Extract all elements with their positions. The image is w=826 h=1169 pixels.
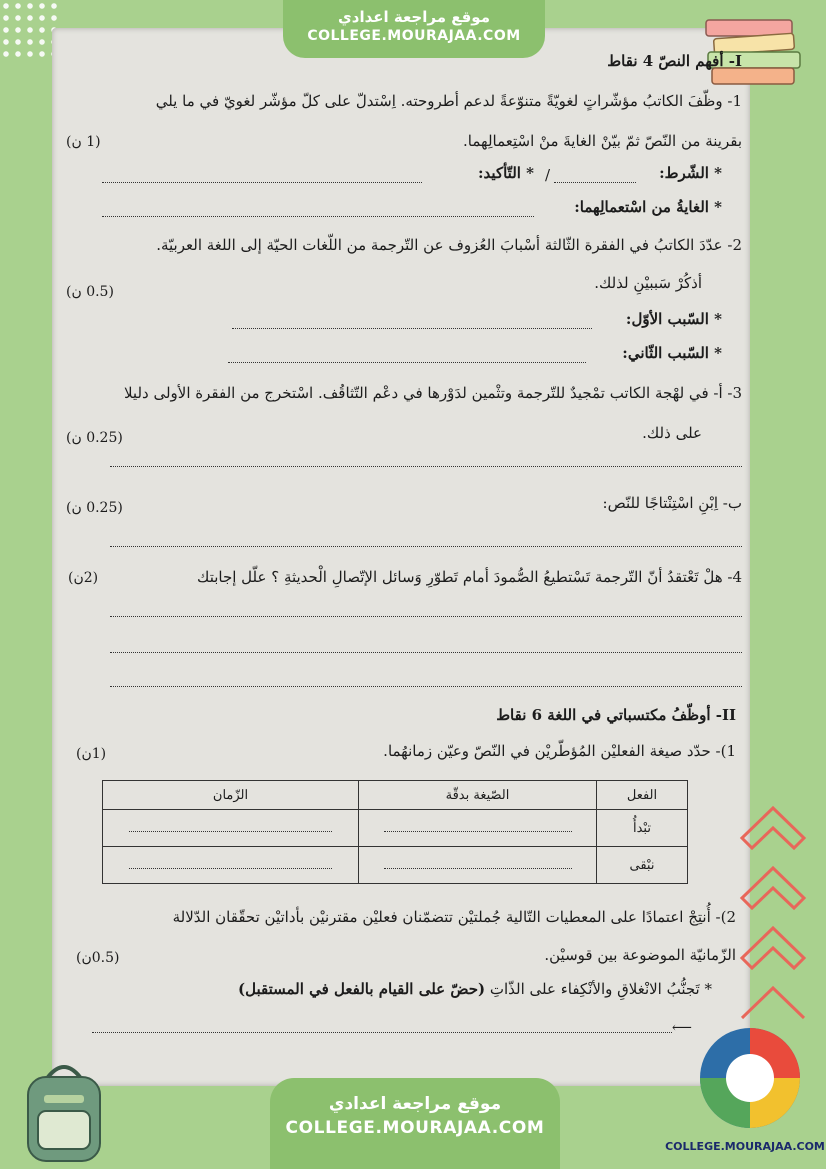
q1-emphasis-label: * التّأكيد: (478, 164, 534, 182)
section1-heading (607, 52, 742, 70)
q2-reason2-label: * السّبب الثّاني: (622, 344, 722, 362)
q1-line1: 1- وظّفَ الكاتبُ مؤشّراتٍ لغويّةً متنوّعةً لدعم أطروحته. اِسْتدلّ على كلّ مؤشّر لغويّ في ما يلي (155, 92, 742, 110)
q1-points: (1 ن) (66, 134, 101, 150)
section1-number: I- (728, 52, 742, 70)
verbs-table (102, 780, 688, 884)
q3a-answer[interactable] (110, 466, 742, 467)
s2-q2-item-hint: (حضّ على القيام بالفعل في المستقبل) (238, 980, 486, 998)
table-row (103, 810, 688, 847)
bottom-banner-url[interactable]: COLLEGE.MOURAJAA.COM (285, 1118, 545, 1138)
table-cell-tense[interactable] (103, 847, 359, 884)
q1-purpose-answer[interactable] (102, 216, 534, 217)
bottom-banner-arabic: موقع مراجعة اعدادي (328, 1094, 502, 1114)
dot-pattern (0, 0, 60, 60)
section1-title: أفهم النصّ 4 نقاط (607, 52, 724, 70)
q3a-points: (0.25 ن) (66, 430, 123, 446)
q2-reason1-answer[interactable] (232, 328, 592, 329)
q1-slash: / (544, 166, 550, 184)
s2-q2-line2: الزّمانيّة الموضوعة بين قوسيْن. (544, 946, 736, 964)
q4-points: (2ن) (68, 570, 99, 586)
s2-q2-line1: 2)- أُنتِجْ اعتمادًا على المعطيات التّالية جُملتيْن تتضمّنان فعليْن مقترنيْن بأداتيْن تحقّقان الدّلالة (172, 908, 736, 926)
table-header-verb: الفعل (597, 781, 688, 810)
section2-heading (496, 706, 736, 724)
q1-condition-label: * الشّرط: (659, 164, 722, 182)
q1-line2: بقرينة من النّصّ ثمّ بيّنْ الغايةَ منْ اسْتِعمالِهما. (463, 132, 742, 150)
table-cell-verb: تبْدأُ (597, 810, 688, 847)
q3b-points: (0.25 ن) (66, 500, 123, 516)
top-banner-url[interactable]: COLLEGE.MOURAJAA.COM (307, 28, 521, 44)
q4-text: 4- هلْ تَعْتقدُ أنّ التّرجمة تَسْتطيعُ الصُّمودَ أمام تَطوّرِ وَسائل الإتّصالِ الْحديثةِ ؟ علّل إجابتك (197, 568, 742, 586)
exam-content (62, 40, 742, 1080)
q2-points: (0.5 ن) (66, 284, 114, 300)
table-cell-form[interactable] (359, 847, 597, 884)
q3a-line1: 3- أ- في لهْجة الكاتب تمْجيدٌ للتّرجمة وتثْمين لدَوْرها في دعْم التّثاقُف. اسْتخرج من الفقرة الأولى دليلا (123, 384, 742, 402)
section2-number: II- (715, 706, 736, 724)
q1-condition-answer[interactable] (554, 182, 636, 183)
arrow-icon: ⟵ (671, 1020, 692, 1036)
s2-q2-item-text: * تَجنُّبُ الانْغلاقِ والأنْكِفاء على الذّاتِ (489, 980, 712, 998)
top-banner-arabic: موقع مراجعة اعدادي (338, 8, 490, 26)
table-cell-verb: نبْقى (597, 847, 688, 884)
q3b-text: ب- اِبْنِ اسْتِنْتاجًا للنّص: (602, 494, 742, 512)
s2-q2-answer[interactable] (92, 1032, 672, 1033)
table-row (103, 847, 688, 884)
q2-reason2-answer[interactable] (228, 362, 586, 363)
table-cell-tense[interactable] (103, 810, 359, 847)
section2-title: أوظّفُ مكتسباتي في اللغة 6 نقاط (496, 706, 711, 724)
q3b-answer[interactable] (110, 546, 742, 547)
table-header-tense: الزّمان (103, 781, 359, 810)
q3a-line2: على ذلك. (642, 424, 702, 442)
chevron-decoration-icon (732, 790, 814, 1020)
q1-emphasis-answer[interactable] (102, 182, 422, 183)
bottom-site-banner[interactable] (270, 1078, 560, 1169)
q2-line2: أذكُرْ سَببيْنِ لذلك. (594, 274, 702, 292)
q1-purpose-label: * الغايةُ من اسْتعمالِهما: (574, 198, 722, 216)
table-header-form: الصّيغة بدقّة (359, 781, 597, 810)
table-cell-form[interactable] (359, 810, 597, 847)
s2-q2-item (238, 980, 712, 998)
q4-answer-line3[interactable] (110, 686, 742, 687)
q4-answer-line2[interactable] (110, 652, 742, 653)
s2-q1-text: 1)- حدّد صيغة الفعليْن المُؤطّريْن في النّصّ وعيّن زمانهُما. (383, 742, 736, 760)
q2-reason1-label: * السّبب الأوّل: (625, 310, 722, 328)
s2-q2-points: (0.5ن) (76, 950, 120, 966)
logo-caption[interactable]: COLLEGE.MOURAJAA.COM (665, 1140, 825, 1153)
s2-q1-points: (1ن) (76, 746, 107, 762)
q4-answer-line1[interactable] (110, 616, 742, 617)
q2-line1: 2- عدّدَ الكاتبُ في الفقرة الثّالثة أسْبابَ العُزوف عن التّرجمة من اللّغات الحيّة إلى اللغة العربيّة. (156, 236, 742, 254)
